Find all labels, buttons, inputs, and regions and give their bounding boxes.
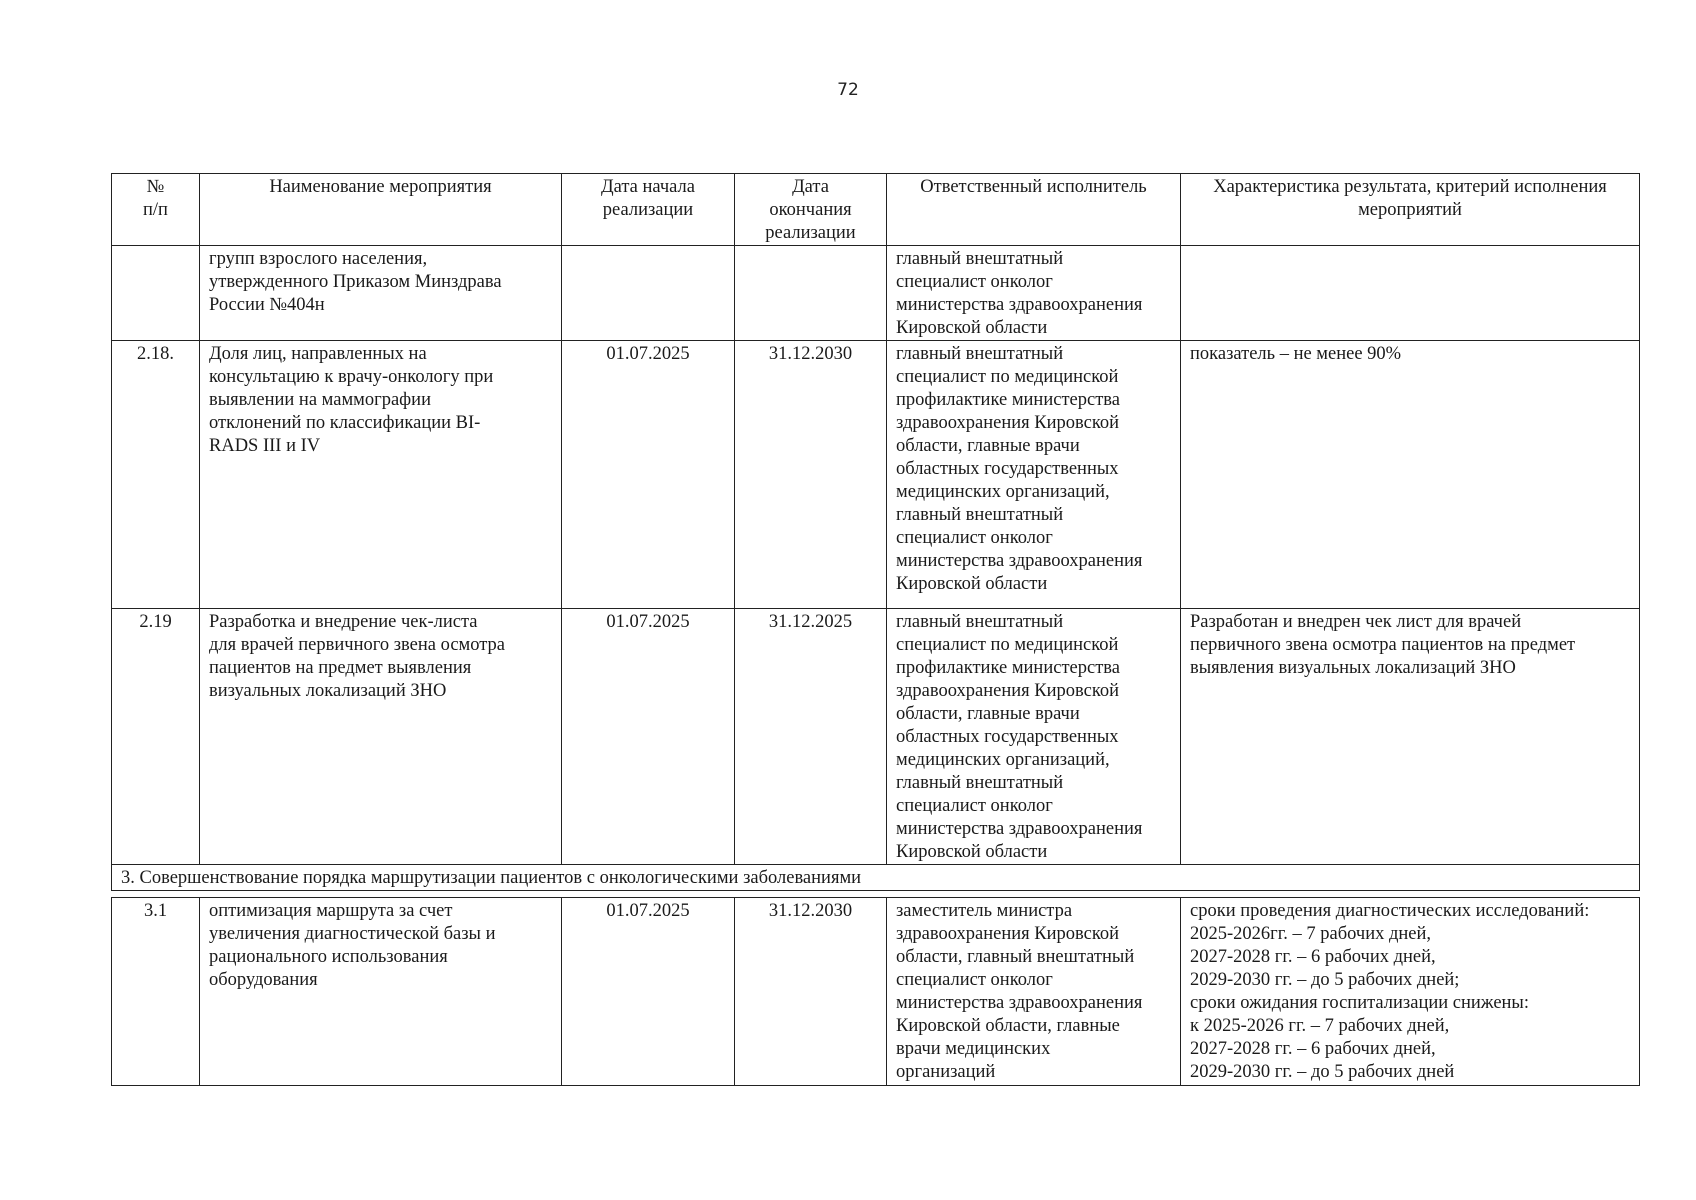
table-row	[112, 898, 1640, 1086]
row-start-date: 01.07.2025	[562, 609, 735, 865]
header-number: № п/п	[112, 174, 200, 246]
row-start-date: 01.07.2025	[562, 898, 735, 1086]
section-row	[112, 865, 1640, 891]
section-title: 3. Совершенствование порядка маршрутизации пациентов с онкологическими заболеваниями	[112, 865, 1640, 891]
table-row	[112, 341, 1640, 609]
row-executor: главный внештатный специалист по медицинской профилактике министерства здравоохранения Кировской области, главные врачи областных государственных медицинских организаций, главный внештатный специалист онколог министерства здравоохранения Кировской области	[887, 341, 1181, 609]
page-number: 72	[837, 80, 859, 100]
row-number: 2.18.	[112, 341, 200, 609]
table-row	[112, 609, 1640, 865]
header-start-date: Дата начала реализации	[562, 174, 735, 246]
row-result: сроки проведения диагностических исследований: 2025-2026гг. – 7 рабочих дней, 2027-2028 гг. – 6 рабочих дней, 2029-2030 гг. – до 5 рабочих дней; сроки ожидания госпитализации снижены: к 2025-2026 гг. – 7 рабочих дней, 2027-2028 гг. – 6 рабочих дней, 2029-2030 гг. – до 5 рабочих дней	[1181, 898, 1640, 1086]
row-executor: главный внештатный специалист онколог министерства здравоохранения Кировской области	[887, 246, 1181, 341]
table-row	[112, 246, 1640, 341]
row-result: показатель – не менее 90%	[1181, 341, 1640, 609]
row-number	[112, 246, 200, 341]
header-result: Характеристика результата, критерий исполнения мероприятий	[1181, 174, 1640, 246]
row-activity-name: Доля лиц, направленных на консультацию к врачу-онкологу при выявлении на маммографии отклонений по классификации BI- RADS III и IV	[200, 341, 562, 609]
row-end-date: 31.12.2030	[735, 898, 887, 1086]
row-activity-name: Разработка и внедрение чек-листа для врачей первичного звена осмотра пациентов на предмет выявления визуальных локализаций ЗНО	[200, 609, 562, 865]
row-activity-name: оптимизация маршрута за счет увеличения диагностической базы и рационального использования оборудования	[200, 898, 562, 1086]
row-start-date	[562, 246, 735, 341]
row-end-date: 31.12.2030	[735, 341, 887, 609]
row-executor: главный внештатный специалист по медицинской профилактике министерства здравоохранения Кировской области, главные врачи областных государственных медицинских организаций, главный внештатный специалист онколог министерства здравоохранения Кировской области	[887, 609, 1181, 865]
table-header-row	[112, 174, 1640, 246]
header-executor: Ответственный исполнитель	[887, 174, 1181, 246]
row-result	[1181, 246, 1640, 341]
row-end-date: 31.12.2025	[735, 609, 887, 865]
header-activity-name: Наименование мероприятия	[200, 174, 562, 246]
row-start-date: 01.07.2025	[562, 341, 735, 609]
row-number: 3.1	[112, 898, 200, 1086]
header-end-date: Дата окончания реализации	[735, 174, 887, 246]
row-result: Разработан и внедрен чек лист для врачей первичного звена осмотра пациентов на предмет выявления визуальных локализаций ЗНО	[1181, 609, 1640, 865]
row-end-date	[735, 246, 887, 341]
row-activity-name: групп взрослого населения, утвержденного Приказом Минздрава России №404н	[200, 246, 562, 341]
row-number: 2.19	[112, 609, 200, 865]
section-spacer	[112, 891, 1640, 898]
activities-table	[111, 173, 1640, 1086]
row-executor: заместитель министра здравоохранения Кировской области, главный внештатный специалист онколог министерства здравоохранения Кировской области, главные врачи медицинских организаций	[887, 898, 1181, 1086]
